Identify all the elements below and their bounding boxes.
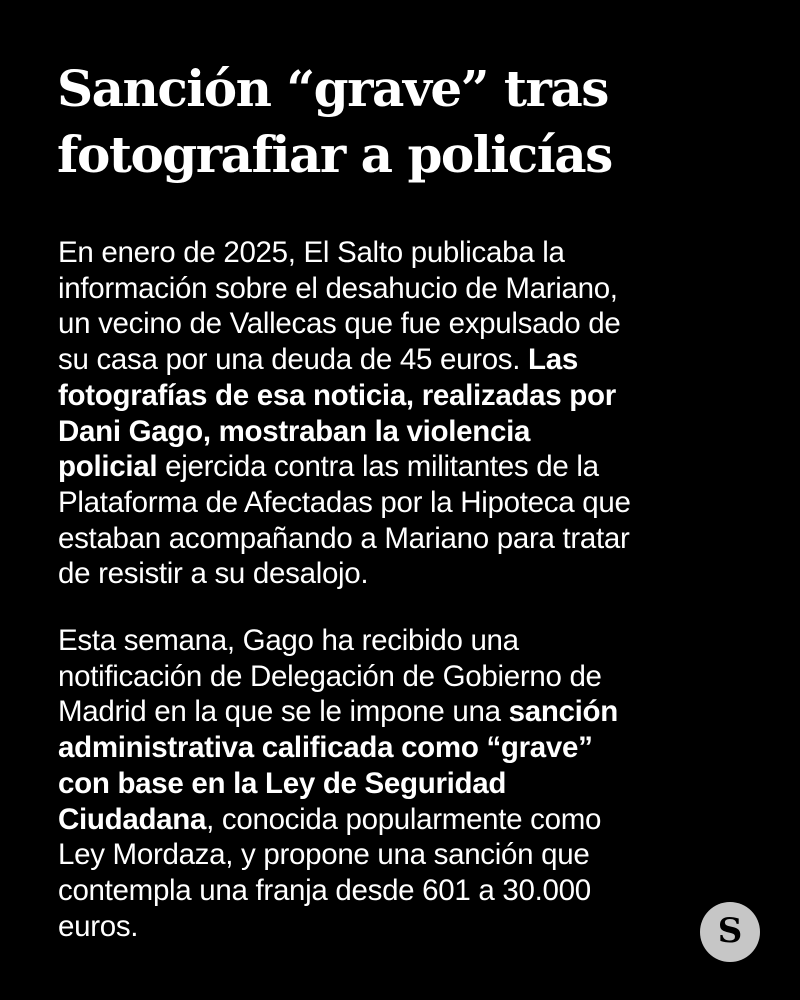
logo-letter: S bbox=[717, 911, 743, 951]
paragraph-1-line: un vecino de Vallecas que fue expulsado de bbox=[58, 307, 621, 341]
paragraph-1-line: información sobre el desahucio de Mariano, bbox=[58, 271, 618, 305]
paragraph-1-line: Plataforma de Afectadas por la Hipoteca que bbox=[58, 485, 631, 519]
paragraph-2-line: contempla una franja desde 601 a 30.000 bbox=[58, 873, 591, 907]
paragraph-2-line: euros. bbox=[58, 909, 139, 943]
bold-text-run: Ciudadana bbox=[58, 802, 207, 836]
paragraph-2-line bbox=[58, 730, 748, 766]
paragraph-1-line bbox=[58, 342, 748, 378]
paragraph-2-line: Ley Mordaza, y propone una sanción que bbox=[58, 838, 590, 872]
paragraph-1-line: estaban acompañando a Mariano para tratar bbox=[58, 521, 630, 555]
paragraph-1-line: de resistir a su desalojo. bbox=[58, 557, 369, 591]
paragraph-1-line bbox=[58, 378, 748, 414]
headline-line-1: Sanción “grave” tras bbox=[57, 59, 608, 118]
paragraph-1-line bbox=[58, 449, 748, 485]
paragraph-1-line: En enero de 2025, El Salto publicaba la bbox=[58, 236, 565, 269]
paragraph-2-line: Esta semana, Gago ha recibido una bbox=[58, 624, 519, 657]
paragraph-2-line bbox=[58, 694, 748, 730]
text-run: Madrid en la que se le impone una bbox=[58, 695, 509, 729]
bold-text-run: Las bbox=[528, 343, 578, 377]
bold-text-run: con base en la Ley de Seguridad bbox=[58, 766, 507, 800]
el-salto-logo-icon bbox=[700, 902, 760, 962]
bold-text-run: fotografías de esa noticia, realizadas por bbox=[58, 378, 616, 412]
paragraph-2 bbox=[58, 623, 748, 944]
text-run: ejercida contra las militantes de la bbox=[157, 450, 599, 484]
bold-text-run: administrativa calificada como “grave” bbox=[58, 731, 593, 765]
bold-text-run: sanción bbox=[508, 695, 618, 729]
bold-text-run: Dani Gago, mostraban la violencia bbox=[58, 414, 531, 448]
paragraph-2-line: notificación de Delegación de Gobierno de bbox=[58, 659, 602, 693]
paragraph-1 bbox=[58, 235, 748, 592]
headline-line-2: fotografiar a policías bbox=[57, 125, 612, 184]
paragraph-1-line bbox=[58, 414, 748, 450]
text-run: su casa por una deuda de 45 euros. bbox=[58, 343, 529, 377]
paragraph-2-line bbox=[58, 802, 748, 838]
text-run: , conocida popularmente como bbox=[206, 802, 602, 836]
bold-text-run: policial bbox=[58, 450, 158, 484]
paragraph-2-line bbox=[58, 766, 748, 802]
headline bbox=[57, 56, 757, 188]
